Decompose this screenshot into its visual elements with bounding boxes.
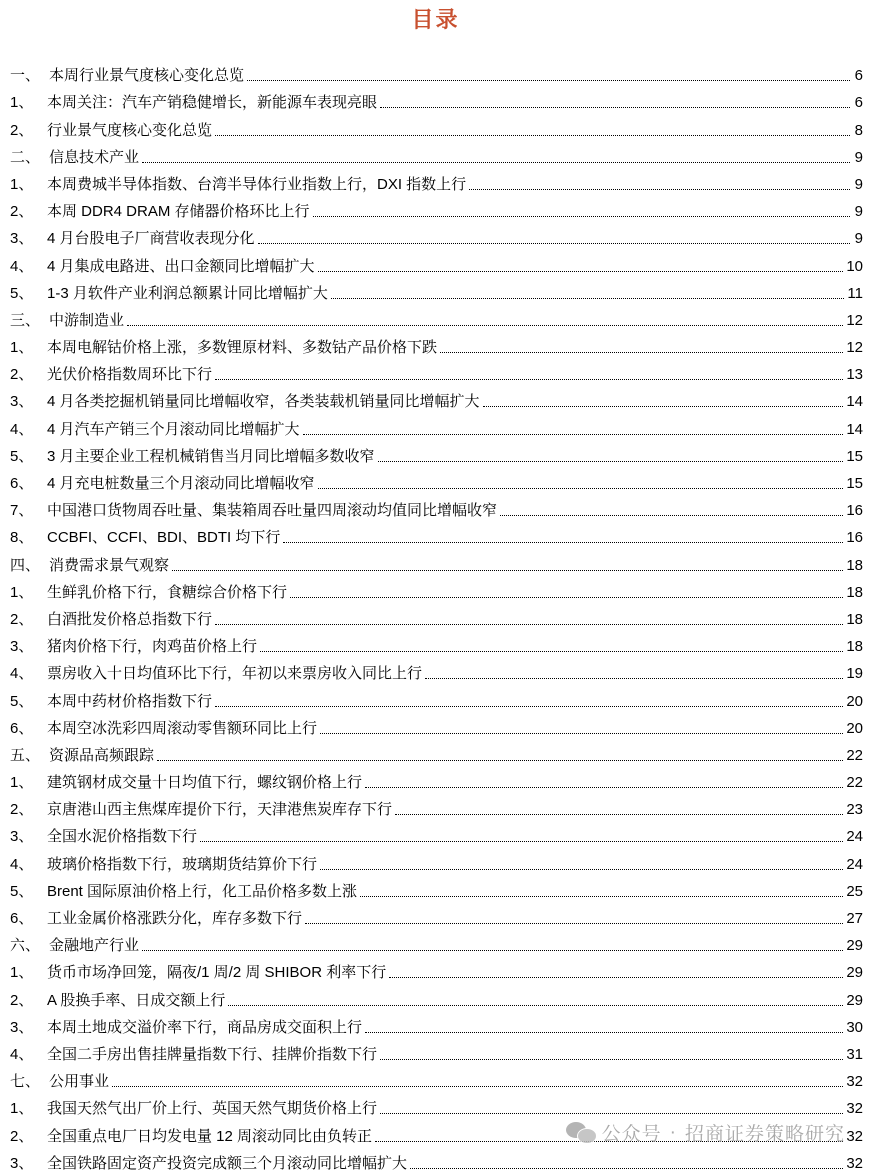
toc-label: CCBFI、CCFI、BDI、BDTI 均下行	[47, 529, 281, 547]
toc-page-number: 23	[846, 801, 863, 819]
toc-number: 3、	[10, 1154, 34, 1172]
toc-number: 1、	[10, 175, 34, 193]
toc-item[interactable]	[10, 493, 863, 520]
toc-label: 光伏价格指数周环比下行	[47, 366, 213, 384]
toc-item[interactable]	[10, 656, 863, 683]
toc-number: 二、	[10, 148, 41, 166]
toc-page-number: 15	[846, 475, 863, 492]
toc-label: 本周费城半导体指数、台湾半导体行业指数上行，DXI 指数上行	[47, 175, 467, 193]
toc-leader-dots	[142, 161, 850, 163]
watermark-name: 招商证券策略研究	[684, 1124, 845, 1145]
toc-number: 4、	[10, 257, 34, 275]
toc-item[interactable]	[10, 1010, 863, 1037]
toc-item[interactable]	[10, 112, 863, 139]
toc-leader-dots	[425, 677, 843, 679]
toc-leader-dots	[215, 378, 843, 380]
toc-label: 货币市场净回笼，隔夜/1 周/2 周 SHIBOR 利率下行	[47, 964, 387, 982]
toc-leader-dots	[365, 786, 843, 788]
toc-number: 1、	[10, 1100, 34, 1118]
toc-label: 全国二手房出售挂牌量指数下行、挂牌价指数下行	[47, 1045, 378, 1063]
toc-page-number: 31	[846, 1045, 863, 1063]
toc-leader-dots	[303, 433, 844, 435]
toc-section[interactable]	[10, 1064, 863, 1091]
toc-page-number: 25	[846, 882, 863, 900]
toc-number: 2、	[10, 991, 34, 1009]
toc-leader-dots	[172, 569, 843, 571]
toc-item[interactable]	[10, 1146, 863, 1173]
toc-leader-dots	[258, 242, 850, 244]
toc-label: 4 月充电桩数量三个月滚动同比增幅收窄	[47, 475, 315, 492]
toc-item[interactable]	[10, 276, 863, 303]
toc-page-number: 19	[846, 665, 863, 683]
toc-item[interactable]	[10, 330, 863, 357]
toc-leader-dots	[318, 270, 844, 272]
toc-leader-dots	[313, 215, 850, 217]
toc-leader-dots	[283, 541, 843, 543]
toc-leader-dots	[320, 868, 843, 870]
toc-page-number: 29	[846, 937, 863, 955]
table-of-contents	[10, 58, 863, 1173]
toc-number: 4、	[10, 665, 34, 683]
toc-item[interactable]	[10, 1037, 863, 1064]
toc-number: 3、	[10, 1018, 34, 1036]
toc-page-number: 20	[846, 692, 863, 710]
toc-label: 本周 DDR4 DRAM 存储器价格环比上行	[47, 203, 310, 221]
toc-leader-dots	[380, 106, 850, 108]
toc-item[interactable]	[10, 955, 863, 982]
toc-number: 三、	[10, 311, 41, 329]
toc-page-number: 32	[846, 1127, 863, 1145]
toc-leader-dots	[378, 460, 844, 462]
toc-label: 全国水泥价格指数下行	[47, 828, 198, 846]
toc-section[interactable]	[10, 738, 863, 765]
toc-label: A 股换手率、日成交额上行	[47, 991, 226, 1009]
toc-leader-dots	[318, 487, 844, 489]
toc-number: 四、	[10, 556, 41, 574]
toc-page-number: 29	[846, 964, 863, 982]
toc-item[interactable]	[10, 765, 863, 792]
toc-page-number: 9	[854, 148, 863, 166]
toc-item[interactable]	[10, 711, 863, 738]
toc-section[interactable]	[10, 303, 863, 330]
toc-number: 3、	[10, 230, 34, 248]
toc-label: 4 月汽车产销三个月滚动同比增幅扩大	[47, 420, 300, 438]
toc-label: 消费需求景气观察	[49, 556, 170, 574]
toc-label: 中国港口货物周吞吐量、集装箱周吞吐量四周滚动均值同比增幅收窄	[47, 502, 498, 520]
toc-item[interactable]	[10, 874, 863, 901]
toc-number: 6、	[10, 910, 34, 927]
wechat-icon	[566, 1122, 596, 1144]
watermark-prefix: 公众号	[601, 1124, 662, 1145]
toc-label: 本周空冰洗彩四周滚动零售额环同比上行	[47, 719, 318, 737]
toc-leader-dots	[142, 949, 843, 951]
toc-label: 本周中药材价格指数下行	[47, 692, 213, 710]
toc-page-number: 9	[854, 175, 863, 193]
toc-item[interactable]	[10, 520, 863, 547]
toc-leader-dots	[228, 1004, 843, 1006]
toc-page-number: 12	[846, 339, 863, 357]
toc-item[interactable]	[10, 466, 863, 493]
toc-label: 建筑钢材成交量十日均值下行，螺纹钢价格上行	[47, 774, 363, 792]
toc-leader-dots	[112, 1085, 843, 1087]
toc-page-number: 32	[846, 1100, 863, 1118]
toc-leader-dots	[360, 895, 843, 897]
toc-item[interactable]	[10, 248, 863, 275]
toc-label: 资源品高频跟踪	[49, 746, 155, 764]
toc-leader-dots	[331, 297, 845, 299]
toc-leader-dots	[410, 1167, 843, 1169]
toc-page-number: 30	[846, 1018, 863, 1036]
toc-leader-dots	[483, 405, 844, 407]
toc-number: 3、	[10, 828, 34, 846]
toc-page-number: 20	[846, 719, 863, 737]
toc-page-number: 16	[846, 529, 863, 547]
toc-item[interactable]	[10, 629, 863, 656]
toc-label: 猪肉价格下行，肉鸡苗价格上行	[47, 638, 258, 656]
toc-item[interactable]	[10, 575, 863, 602]
toc-leader-dots	[500, 514, 843, 516]
toc-leader-dots	[305, 922, 843, 924]
toc-page-number: 9	[854, 230, 863, 248]
toc-label: 公用事业	[49, 1073, 110, 1091]
toc-label: 工业金属价格涨跌分化，库存多数下行	[47, 910, 303, 927]
toc-page-number: 24	[846, 828, 863, 846]
toc-number: 5、	[10, 882, 34, 900]
toc-item[interactable]	[10, 384, 863, 411]
toc-number: 一、	[10, 67, 41, 85]
toc-number: 4、	[10, 1045, 34, 1063]
toc-leader-dots	[440, 351, 843, 353]
toc-number: 5、	[10, 284, 34, 302]
toc-page-number: 15	[846, 447, 863, 465]
toc-leader-dots	[380, 1112, 843, 1114]
toc-page-number: 10	[846, 257, 863, 275]
toc-item[interactable]	[10, 221, 863, 248]
toc-item[interactable]	[10, 411, 863, 438]
toc-page-number: 32	[846, 1073, 863, 1091]
toc-leader-dots	[469, 188, 850, 190]
toc-page-number: 6	[854, 94, 863, 112]
toc-number: 2、	[10, 203, 34, 221]
toc-number: 7、	[10, 502, 34, 520]
toc-label: 白酒批发价格总指数下行	[47, 610, 213, 628]
toc-section[interactable]	[10, 547, 863, 574]
toc-page-number: 22	[846, 774, 863, 792]
toc-label: 票房收入十日均值环比下行，年初以来票房收入同比上行	[47, 665, 423, 683]
toc-leader-dots	[389, 976, 843, 978]
toc-item[interactable]	[10, 901, 863, 928]
toc-number: 2、	[10, 366, 34, 384]
toc-leader-dots	[260, 650, 843, 652]
toc-label: Brent 国际原油价格上行，化工品价格多数上涨	[47, 882, 358, 900]
toc-number: 1、	[10, 774, 34, 792]
toc-number: 8、	[10, 529, 34, 547]
toc-leader-dots	[215, 134, 850, 136]
toc-item[interactable]	[10, 167, 863, 194]
toc-item[interactable]	[10, 819, 863, 846]
toc-number: 5、	[10, 692, 34, 710]
toc-leader-dots	[380, 1058, 843, 1060]
toc-number: 1、	[10, 339, 34, 357]
toc-page-number: 6	[854, 67, 863, 85]
toc-label: 行业景气度核心变化总览	[47, 121, 213, 139]
toc-label: 本周电解钴价格上涨，多数锂原材料、多数钴产品价格下跌	[47, 339, 438, 357]
toc-item[interactable]	[10, 1091, 863, 1118]
toc-number: 五、	[10, 746, 41, 764]
toc-label: 4 月台股电子厂商营收表现分化	[47, 230, 255, 248]
toc-number: 2、	[10, 121, 34, 139]
toc-number: 2、	[10, 610, 34, 628]
toc-item[interactable]	[10, 982, 863, 1009]
toc-page-number: 32	[846, 1154, 863, 1172]
toc-section[interactable]	[10, 140, 863, 167]
toc-leader-dots	[200, 840, 843, 842]
toc-number: 1、	[10, 94, 34, 112]
toc-page-number: 18	[846, 638, 863, 656]
toc-item[interactable]	[10, 194, 863, 221]
toc-number: 6、	[10, 719, 34, 737]
toc-number: 4、	[10, 855, 34, 873]
toc-number: 七、	[10, 1073, 41, 1091]
toc-label: 本周行业景气度核心变化总览	[49, 67, 245, 85]
toc-label: 京唐港山西主焦煤库提价下行，天津港焦炭库存下行	[47, 801, 393, 819]
toc-label: 玻璃价格指数下行，玻璃期货结算价下行	[47, 855, 318, 873]
toc-item[interactable]	[10, 683, 863, 710]
toc-item[interactable]	[10, 792, 863, 819]
toc-number: 1、	[10, 964, 34, 982]
toc-item[interactable]	[10, 357, 863, 384]
toc-leader-dots	[215, 623, 843, 625]
toc-label: 金融地产行业	[49, 937, 140, 955]
toc-label: 4 月集成电路进、出口金额同比增幅扩大	[47, 257, 315, 275]
toc-label: 全国铁路固定资产投资完成额三个月滚动同比增幅扩大	[47, 1154, 408, 1172]
toc-number: 6、	[10, 475, 34, 492]
toc-page-number: 13	[846, 366, 863, 384]
toc-page-number: 27	[846, 910, 863, 927]
toc-label: 本周关注：汽车产销稳健增长，新能源车表现亮眼	[47, 94, 378, 112]
toc-label: 本周土地成交溢价率下行，商品房成交面积上行	[47, 1018, 363, 1036]
toc-item[interactable]	[10, 85, 863, 112]
toc-page-number: 18	[846, 556, 863, 574]
toc-leader-dots	[290, 596, 843, 598]
toc-item[interactable]	[10, 439, 863, 466]
toc-item[interactable]	[10, 846, 863, 873]
toc-leader-dots	[127, 324, 843, 326]
toc-page-number: 14	[846, 393, 863, 411]
toc-label: 3 月主要企业工程机械销售当月同比增幅多数收窄	[47, 447, 375, 465]
toc-number: 六、	[10, 937, 41, 955]
toc-page-number: 18	[846, 610, 863, 628]
toc-page-number: 9	[854, 203, 863, 221]
toc-label: 全国重点电厂日均发电量 12 周滚动同比由负转正	[47, 1127, 373, 1145]
toc-page-number: 18	[846, 583, 863, 601]
toc-page-number: 24	[846, 855, 863, 873]
toc-item[interactable]	[10, 602, 863, 629]
toc-label: 生鲜乳价格下行，食糖综合价格下行	[47, 583, 288, 601]
toc-page-number: 12	[846, 311, 863, 329]
toc-label: 信息技术产业	[49, 148, 140, 166]
toc-leader-dots	[320, 732, 843, 734]
toc-label: 4 月各类挖掘机销量同比增幅收窄，各类装载机销量同比增幅扩大	[47, 393, 480, 411]
toc-number: 4、	[10, 420, 34, 438]
toc-section[interactable]	[10, 58, 863, 85]
watermark-separator: ·	[669, 1121, 677, 1143]
toc-page-number: 8	[854, 121, 863, 139]
toc-page-number: 14	[846, 420, 863, 438]
toc-page-number: 22	[846, 746, 863, 764]
toc-page-number: 11	[847, 284, 863, 302]
toc-label: 中游制造业	[49, 311, 125, 329]
toc-leader-dots	[247, 79, 850, 81]
toc-label: 我国天然气出厂价上行、英国天然气期货价格上行	[47, 1100, 378, 1118]
watermark	[566, 1119, 845, 1146]
toc-page-number: 16	[846, 502, 863, 520]
toc-leader-dots	[395, 813, 843, 815]
page-title: 目录	[411, 7, 460, 32]
toc-number: 2、	[10, 1127, 34, 1145]
toc-page-number: 29	[846, 991, 863, 1009]
toc-leader-dots	[215, 705, 843, 707]
toc-number: 3、	[10, 393, 34, 411]
toc-number: 3、	[10, 638, 34, 656]
toc-number: 5、	[10, 447, 34, 465]
toc-leader-dots	[365, 1031, 843, 1033]
toc-number: 1、	[10, 583, 34, 601]
toc-section[interactable]	[10, 928, 863, 955]
toc-number: 2、	[10, 801, 34, 819]
toc-leader-dots	[157, 759, 843, 761]
toc-label: 1-3 月软件产业利润总额累计同比增幅扩大	[47, 284, 328, 302]
